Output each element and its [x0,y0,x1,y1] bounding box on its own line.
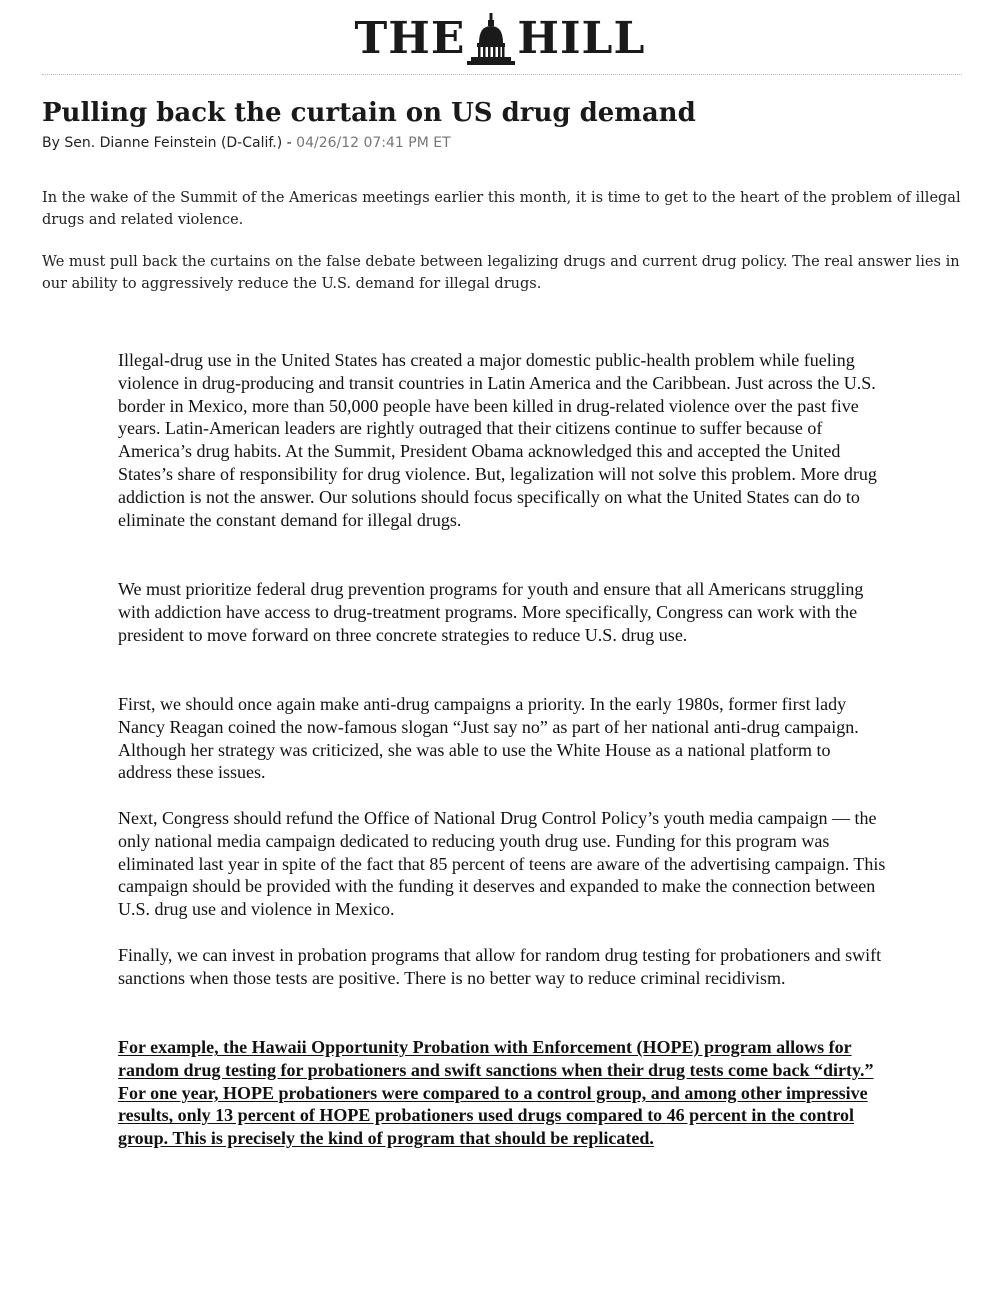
masthead-hill: HILL [517,13,646,64]
body-paragraph: We must prioritize federal drug prevention programs for youth and ensure that all Americans struggling with addiction have access to drug-treatment programs. More specifically, Congress can work with the president to move forward on three concrete strategies to reduce U.S. drug use. [118,579,864,645]
body-paragraph: Next, Congress should refund the Office of National Drug Control Policy’s youth media campaign — the only national media campaign dedicated to reducing youth drug use. Funding for this program was eliminated last year in spite of the fact that 85 percent of teens are aware of the advertising campaign. This campaign should be provided with the funding it deserves and expanded to make the connection between U.S. drug use and violence in Mexico. [118,808,886,920]
byline-author[interactable]: By Sen. Dianne Feinstein (D-Calif.) [42,135,283,151]
article-headline: Pulling back the curtain on US drug demand [42,98,696,128]
lead-paragraph: In the wake of the Summit of the Americas meetings earlier this month, it is time to get to the heart of the problem of illegal drugs and related violence. [42,190,961,228]
highlighted-paragraph: For example, the Hawaii Opportunity Probation with Enforcement (HOPE) program allows for random drug testing for probationers and swift sanctions when their drug tests come back “dirty.” For one year, HOPE probationers were compared to a control group, and among other impressive results, only 13 percent of HOPE probationers used drugs compared to 46 percent in the control group. This is precisely the kind of program that should be replicated. [118,1037,874,1149]
header-divider [42,74,962,75]
byline [42,133,962,153]
lead-paragraph: We must pull back the curtains on the false debate between legalizing drugs and current drug policy. The real answer lies in our ability to aggressively reduce the U.S. demand for illegal drugs. [42,254,960,292]
body-paragraph: Finally, we can invest in probation programs that allow for random drug testing for probationers and swift sanctions when those tests are positive. There is no better way to reduce criminal recidivism. [118,945,882,988]
body-paragraph: First, we should once again make anti-drug campaigns a priority. In the early 1980s, former first lady Nancy Reagan coined the now-famous slogan “Just say no” as part of her national anti-drug campaign. Although her strategy was criticized, she was able to use the White House as a national platform to address these issues. [118,694,859,783]
byline-date: 04/26/12 07:41 PM ET [296,135,451,151]
masthead-logo[interactable] [0,10,1000,68]
masthead-the: THE [354,13,466,64]
capitol-dome-icon [467,13,515,65]
byline-separator: - [282,135,297,151]
body-paragraph: Illegal-drug use in the United States has created a major domestic public-health problem while fueling violence in drug-producing and transit countries in Latin America and the Caribbean. Just across the U.S. border in Mexico, more than 50,000 people have been killed in drug-related violence over the past five years. Latin-American leaders are rightly outraged that their citizens continue to suffer because of America’s drug habits. At the Summit, President Obama acknowledged this and accepted the United States’s share of responsibility for drug violence. But, legalization will not solve this problem. More drug addiction is not the answer. Our solutions should focus specifically on what the United States can do to eliminate the constant demand for illegal drugs. [118,350,877,530]
